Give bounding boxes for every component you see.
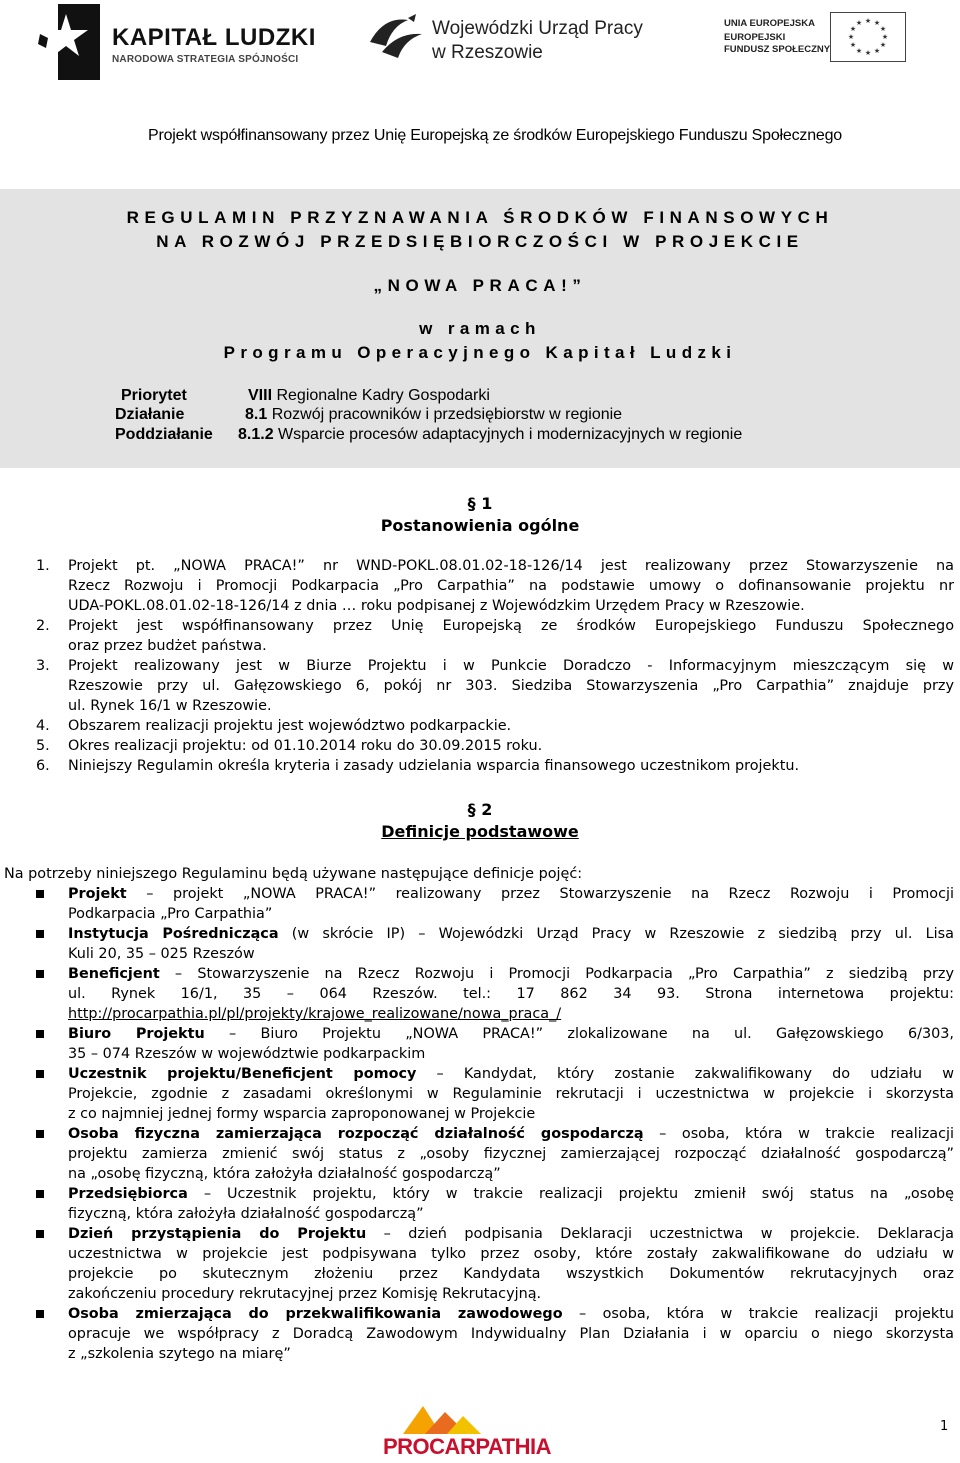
cofinancing-line: Projekt współfinansowany przez Unię Europejską ze środków Europejskiego Funduszu Społecznego [148, 127, 842, 144]
definition-text: – Stowarzyszenie na Rzecz Rozwoju i Promocji Podkarpacia „Pro Carpathia” z siedzibą przy [159, 966, 954, 982]
bullet-icon [36, 1070, 44, 1078]
svg-text:★: ★ [873, 47, 881, 55]
kapital-ludzki-title: KAPITAŁ LUDZKI [112, 24, 316, 51]
section1-item-line: UDA-POKL.08.01.02-18-126/14 z dnia … roku podpisanej z Wojewódzkim Urzędem Pracy w Rzeszowie. [68, 598, 805, 614]
eu-flag-icon [830, 12, 906, 62]
section1-item-number: 2. [36, 618, 50, 634]
eu-line3: FUNDUSZ SPOŁECZNY [724, 44, 831, 55]
page-number: 1 [940, 1419, 949, 1434]
section1-item-line: Projekt pt. „NOWA PRACA!” nr WND-POKL.08.01.02-18-126/14 jest realizowany przez Stowarzyszenie na [68, 558, 954, 574]
definition-term: Beneficjent [68, 966, 160, 982]
priority-label: Priorytet [121, 387, 187, 404]
bullet-icon [36, 970, 44, 978]
section1-item-line: Niniejszy Regulamin określa kryteria i zasady udzielania wsparcia finansowego uczestnikom projektu. [68, 758, 800, 774]
definition-text: – osoba, która w trakcie realizacji [643, 1126, 954, 1142]
definition-term: Przedsiębiorca [68, 1186, 188, 1202]
programme-name: Programu Operacyjnego Kapitał Ludzki [223, 343, 737, 362]
definition-first-line [68, 884, 954, 904]
eu-line2: EUROPEJSKI [724, 32, 786, 43]
title-box [0, 189, 960, 468]
eu-line1: UNIA EUROPEJSKA [724, 18, 815, 29]
section1-item-line: Projekt realizowany jest w Biurze Projektu i w Punkcie Doradczo - Informacyjnym mieszczącym się w [68, 658, 954, 674]
subaction-value: 8.1.2 Wsparcie procesów adaptacyjnych i modernizacyjnych w regionie [238, 426, 743, 443]
action-label: Działanie [115, 406, 185, 423]
definition-continuation: fizyczną, która założyła działalność gospodarczą” [68, 1206, 424, 1222]
svg-text:★: ★ [864, 17, 872, 25]
svg-text:★: ★ [873, 19, 881, 27]
bullet-icon [36, 930, 44, 938]
definition-continuation: Podkarpacia „Pro Carpathia” [68, 906, 273, 922]
definition-continuation: opracuje we współpracy z Doradcą Zawodowym Indywidualny Plan Działania i w oparciu o niego skorzysta [68, 1326, 954, 1342]
wup-name-line1: Wojewódzki Urząd Pracy [432, 18, 643, 39]
bullet-icon [36, 890, 44, 898]
wup-logo [364, 10, 644, 70]
section1-item-line: ul. Rynek 16/1 w Rzeszowie. [68, 698, 272, 714]
project-name: „NOWA PRACA!” [373, 276, 587, 295]
eu-stars-icon [831, 13, 905, 61]
project-website-link[interactable]: http://procarpathia.pl/pl/projekty/krajowe_realizowane/nowa_praca_/ [68, 1006, 562, 1022]
bullet-icon [36, 1130, 44, 1138]
kapital-ludzki-star-icon [36, 4, 106, 80]
svg-text:★: ★ [864, 49, 872, 57]
title-line2: NA ROZWÓJ PRZEDSIĘBIORCZOŚCI W PROJEKCIE [156, 232, 804, 251]
definition-text: – dzień podpisania Deklaracji uczestnictwa w projekcie. Deklaracja [366, 1226, 954, 1242]
definition-continuation: z „szkolenia szytego na miarę” [68, 1346, 291, 1362]
definition-term: Osoba fizyczna zamierzająca rozpocząć działalność gospodarczą [68, 1126, 644, 1142]
definition-term: Biuro Projektu [68, 1026, 205, 1042]
definition-first-line [68, 1124, 954, 1144]
header-logos [0, 0, 960, 105]
section2-symbol: § 2 [467, 800, 493, 819]
definition-text: – Uczestnik projektu, który w trakcie realizacji projektu zmienił swój status na „osobę [187, 1186, 954, 1202]
definition-continuation: projekcie po skutecznym złożeniu przez Kandydata wszystkich Dokumentów rekrutacyjnych oraz [68, 1266, 954, 1282]
definition-first-line [68, 1024, 954, 1044]
definition-text: – Kandydat, który zostanie zakwalifikowany do udziału w [416, 1066, 954, 1082]
kapital-ludzki-subtitle: NARODOWA STRATEGIA SPÓJNOŚCI [112, 54, 299, 65]
definitions-intro: Na potrzeby niniejszego Regulaminu będą używane następujące definicje pojęć: [4, 866, 583, 882]
definition-first-line [68, 1064, 954, 1084]
action-value: 8.1 Rozwój pracowników i przedsiębiorstw w regionie [245, 406, 623, 423]
section1-item-line: Projekt jest współfinansowany przez Unię Europejską ze środków Europejskiego Funduszu Społecznego [68, 618, 954, 634]
definition-continuation: z co najmniej jednej formy wsparcia zaproponowanej w Projekcie [68, 1106, 536, 1122]
definition-first-line [68, 1224, 954, 1244]
bullet-icon [36, 1230, 44, 1238]
section1-item-line: oraz przez budżet państwa. [68, 638, 267, 654]
wup-name-line2: w Rzeszowie [432, 42, 543, 63]
definition-term: Projekt [68, 886, 127, 902]
definition-term: Dzień przystąpienia do Projektu [68, 1226, 367, 1242]
within-label: w ramach [419, 319, 541, 338]
definition-term: Instytucja Pośrednicząca [68, 926, 279, 942]
definition-continuation: Projekcie, zgodnie z zasadami określonymi w Regulaminie rekrutacji i uczestnictwa w projekcie i skorzysta [68, 1086, 954, 1102]
section1-item-number: 6. [36, 758, 50, 774]
definition-text: – osoba, która w trakcie realizacji projektu [562, 1306, 954, 1322]
definition-first-line [68, 1304, 954, 1324]
svg-text:★: ★ [849, 41, 857, 49]
section1-item-line: Rzecz Rozwoju i Promocji Podkarpacia „Pro Carpathia” na podstawie umowy o dofinansowanie projektu nr [68, 578, 954, 594]
svg-text:★: ★ [879, 41, 887, 49]
definition-continuation: 35 – 074 Rzeszów w województwie podkarpackim [68, 1046, 426, 1062]
svg-text:★: ★ [881, 33, 889, 41]
definition-text: – Biuro Projektu „NOWA PRACA!” zlokalizowane na ul. Gałęzowskiego 6/303, [204, 1026, 954, 1042]
bullet-icon [36, 1030, 44, 1038]
priority-value: VIII Regionalne Kadry Gospodarki [248, 387, 490, 404]
section1-item-number: 5. [36, 738, 50, 754]
procarpathia-mountain-icon [383, 1400, 513, 1436]
definition-continuation: Kuli 20, 35 – 025 Rzeszów [68, 946, 255, 962]
definition-continuation: na „osobę fizyczną, która założyła działalność gospodarczą” [68, 1166, 501, 1182]
procarpathia-logo [383, 1400, 551, 1460]
definition-first-line [68, 1184, 954, 1204]
procarpathia-text: PROCARPATHIA [383, 1434, 551, 1459]
section1-item-line: Obszarem realizacji projektu jest województwo podkarpackie. [68, 718, 512, 734]
definition-term: Uczestnik projektu/Beneficjent pomocy [68, 1066, 417, 1082]
definition-term: Osoba zmierzająca do przekwalifikowania zawodowego [68, 1306, 563, 1322]
definition-text: – projekt „NOWA PRACA!” realizowany przez Stowarzyszenie na Rzecz Rozwoju i Promocji [126, 886, 954, 902]
svg-text:★: ★ [879, 25, 887, 33]
title-line1: REGULAMIN PRZYZNAWANIA ŚRODKÓW FINANSOWYCH [126, 208, 834, 227]
bullet-icon [36, 1310, 44, 1318]
section1-item-number: 4. [36, 718, 50, 734]
definition-continuation: projektu zamierza zmienić swój status z „osoby fizycznej zamierzającej rozpocząć działalność gospodarczą” [68, 1146, 954, 1162]
definition-continuation: uczestnictwa w projekcie jest podpisywana tylko przez osoby, które zostały zakwalifikowane do udziału w [68, 1246, 954, 1262]
section1-title: Postanowienia ogólne [380, 516, 580, 535]
svg-text:★: ★ [855, 47, 863, 55]
eu-logo [724, 10, 924, 70]
definition-first-line [68, 924, 954, 944]
bullet-icon [36, 1190, 44, 1198]
section1-item-number: 1. [36, 558, 50, 574]
subaction-label: Poddziałanie [115, 426, 213, 443]
section1-item-number: 3. [36, 658, 50, 674]
svg-text:★: ★ [847, 33, 855, 41]
kapital-ludzki-logo [36, 4, 326, 80]
wup-birds-icon [364, 12, 428, 68]
section1-item-line: Okres realizacji projektu: od 01.10.2014 roku do 30.09.2015 roku. [68, 738, 543, 754]
section2-title: Definicje podstawowe [381, 822, 579, 841]
section1-item-line: Rzeszowie przy ul. Gałęzowskiego 6, pokój nr 303. Siedziba Stowarzyszenia „Pro Carpathia” znajduje przy [68, 678, 954, 694]
definition-first-line [68, 964, 954, 984]
section1-symbol: § 1 [467, 494, 493, 513]
svg-text:★: ★ [855, 19, 863, 27]
definition-text: (w skrócie IP) – Wojewódzki Urząd Pracy w Rzeszowie z siedzibą przy ul. Lisa [278, 926, 954, 942]
definition-continuation: ul. Rynek 16/1, 35 – 064 Rzeszów. tel.: 17 862 34 93. Strona internetowa projektu: [68, 986, 954, 1002]
svg-text:★: ★ [849, 25, 857, 33]
definition-continuation: zakończeniu procedury rekrutacyjnej przez Komisję Rekrutacyjną. [68, 1286, 542, 1302]
